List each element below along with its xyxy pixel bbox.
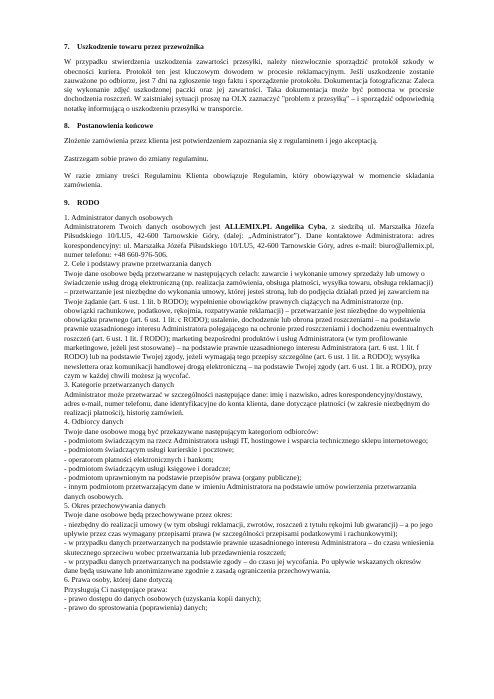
rodo-line: 3. Kategorie przetwarzanych danych	[64, 380, 174, 390]
rodo-line: - innym podmiotom przetwarzającym dane w imieniu Administratora na podstawie umów powierzenia przetwarzania danych osobowych.	[64, 482, 417, 501]
rodo-line: - operatorom płatności elektronicznych i bankom;	[64, 454, 214, 464]
section-7-number: 7.	[64, 42, 70, 51]
rodo-admin-text	[64, 222, 434, 259]
rodo-line: - prawo do sprostowania (poprawienia) danych;	[64, 603, 208, 613]
rodo-line: 6. Prawa osoby, której dane dotyczą	[64, 575, 173, 585]
rodo-line: 5. Okres przechowywania danych	[64, 501, 166, 511]
rodo-line: - prawo dostępu do danych osobowych (uzyskania kopii danych);	[64, 594, 262, 604]
rodo-line: - podmiotom świadczącym usługi kurierskie i pocztowe;	[64, 445, 234, 455]
section-8-paragraph: W razie zmiany treści Regulaminu Klienta obowiązuje Regulamin, który obowiązywał w momencie składania zamówienia.	[64, 170, 434, 190]
rodo-line: Przysługują Ci następujące prawa:	[64, 584, 168, 594]
rodo-admin-heading: 1. Administrator danych osobowych	[64, 212, 173, 222]
rodo-line: Twoje dane osobowe będą przetwarzane w następujących celach: zawarcie i wykonanie umowy sprzedaży lub umowy o świadczenie usług drogą elektroniczną (np. realizacja zamówienia, obsługa płatności, wysyłka towaru, obsługa reklamacji) – przetwarzanie jest niezbędne do wykonania umowy, której jesteś stroną, lub do podjęcia działań przed jej zawarciem na Twoje żądanie (art. 6 ust. 1 lit. b RODO); wypełnienie obowiązków prawnych ciążących na Administratorze (np. obowiązki rachunkowe, podatkowe, rękojmia, rozpatrywanie reklamacji) – przetwarzanie jest niezbędne do wypełnienia obowiązku prawnego (art. 6 ust. 1 lit. c RODO); ustalenie, dochodzenie lub obrona przed roszczeniami – na podstawie prawnie uzasadnionego interesu Administratora polegającego na ochronie przed roszczeniami i dochodzeniu ewentualnych roszczeń (art. 6 ust. 1 lit. f RODO); marketing bezpośredni produktów i usług Administratora (w tym profilowanie marketingowe, jeżeli jest stosowane) – na podstawie prawnie uzasadnionego interesu Administratora (art. 6 ust. 1 lit. f RODO) lub na podstawie Twojej zgody, jeżeli wymagają tego przepisy szczególne (art. 6 ust. 1 lit. a RODO); wysyłka newslettera oraz komunikacji handlowej drogą elektroniczną – na podstawie Twojej zgody (art. 6 ust. 1 lit. a RODO), przy czym w każdej chwili możesz ją wycofać.	[64, 268, 434, 380]
rodo-line: - niezbędny do realizacji umowy (w tym obsługi reklamacji, zwrotów, roszczeń z tytułu rękojmi lub gwarancji) – a po jego upływie przez czas wymagany przepisami prawa (w szczególności przepisami podatkowymi i rachunkowymi);	[64, 519, 433, 538]
rodo-line: Twoje dane osobowe będą przechowywane przez okres:	[64, 510, 233, 520]
section-7-text: W przypadku stwierdzenia uszkodzenia zawartości przesyłki, należy niezwłocznie sporządzić protokół szkody w obecności kuriera. Protokół ten jest kluczowym dowodem w procesie reklamacyjnym. Jeśli uszkodzenie zostanie zauważone po odbiorze, jest 7 dni na zgłoszenie tego faktu i sporządzenie protokołu. Dokumentacja fotograficzna: Zaleca się wykonanie zdjęć uszkodzonej paczki oraz jej zawartości. Taka dokumentacja może być pomocna w procesie dochodzenia roszczeń. W zaistniałej sytuacji proszę na OLX zaznaczyć "problem z przesyłką" – i sporządzić odpowiednią notatkę informującą o uszkodzeniu przesyłki w transporcie.	[64, 57, 434, 113]
section-8-heading	[64, 121, 434, 130]
section-9-title: RODO	[77, 197, 100, 207]
rodo-line: - podmiotom świadczącym usługi księgowe i doradcze;	[64, 463, 231, 473]
rodo-admin-prefix: Administratorem Twoich danych osobowych jest	[64, 222, 225, 232]
section-9-number: 9.	[64, 197, 70, 207]
rodo-line: - podmiotom uprawnionym na podstawie przepisów prawa (organy publiczne);	[64, 473, 302, 483]
section-8-paragraph: Zastrzegam sobie prawo do zmiany regulaminu.	[64, 153, 209, 163]
section-8-number: 8.	[64, 121, 70, 131]
rodo-line: - podmiotom świadczącym na rzecz Administratora usługi IT, hostingowe i wsparcia technicznego sklepu internetowego;	[64, 435, 428, 445]
section-8-paragraph: Złożenie zamówienia przez klienta jest potwierdzeniem zapoznania się z regulaminem i jego akceptacją.	[64, 136, 378, 146]
section-8-title: Postanowienia końcowe	[77, 121, 154, 131]
rodo-admin-suffix: , z siedzibą ul. Marszałka Józefa Piłsudskiego 10/LU5, 42-600 Tarnowskie Góry, (dalej: „Administrator”). Dane kontaktowe Administratora: adres korespondencyjny: ul. Marszałka Józefa Piłsudskiego 10/LU5, 42-600 Tarnowskie Góry, adres e-mail: biuro@allemix.pl, numer telefonu: +48 660-976-506.	[64, 222, 435, 260]
section-9-heading	[64, 198, 434, 207]
section-7-heading	[64, 42, 434, 51]
rodo-line: 4. Odbiorcy danych	[64, 417, 124, 427]
rodo-line: - w przypadku danych przetwarzanych na podstawie prawnie uzasadnionego interesu Administratora – do czasu wniesienia skutecznego sprzeciwu wobec przetwarzania lub przedawnienia roszczeń;	[64, 538, 434, 557]
section-7-title: Uszkodzenie towaru przez przewoźnika	[77, 42, 204, 51]
rodo-lines	[64, 259, 434, 612]
rodo-line: 2. Cele i podstawy prawne przetwarzania danych	[64, 259, 212, 269]
rodo-line: Administrator może przetwarzać w szczególności następujące dane: imię i nazwisko, adres korespondencyjny/dostawy, adres e-mail, numer telefonu, dane identyfikacyjne do konta klienta, dane dotyczące płatności (w zakresie niezbędnym do realizacji płatności), historię zamówień.	[64, 389, 430, 418]
rodo-admin-name: ALLEMIX.PL Angelika Cyba	[224, 222, 326, 232]
rodo-line: Twoje dane osobowe mogą być przekazywane następującym kategoriom odbiorców:	[64, 426, 319, 436]
rodo-line: - w przypadku danych przetwarzanych na podstawie zgody – do czasu jej wycofania. Po upływie wskazanych okresów dane będą usuwane lub anonimizowane zgodnie z zasadą ograniczenia przechowywania.	[64, 556, 422, 576]
